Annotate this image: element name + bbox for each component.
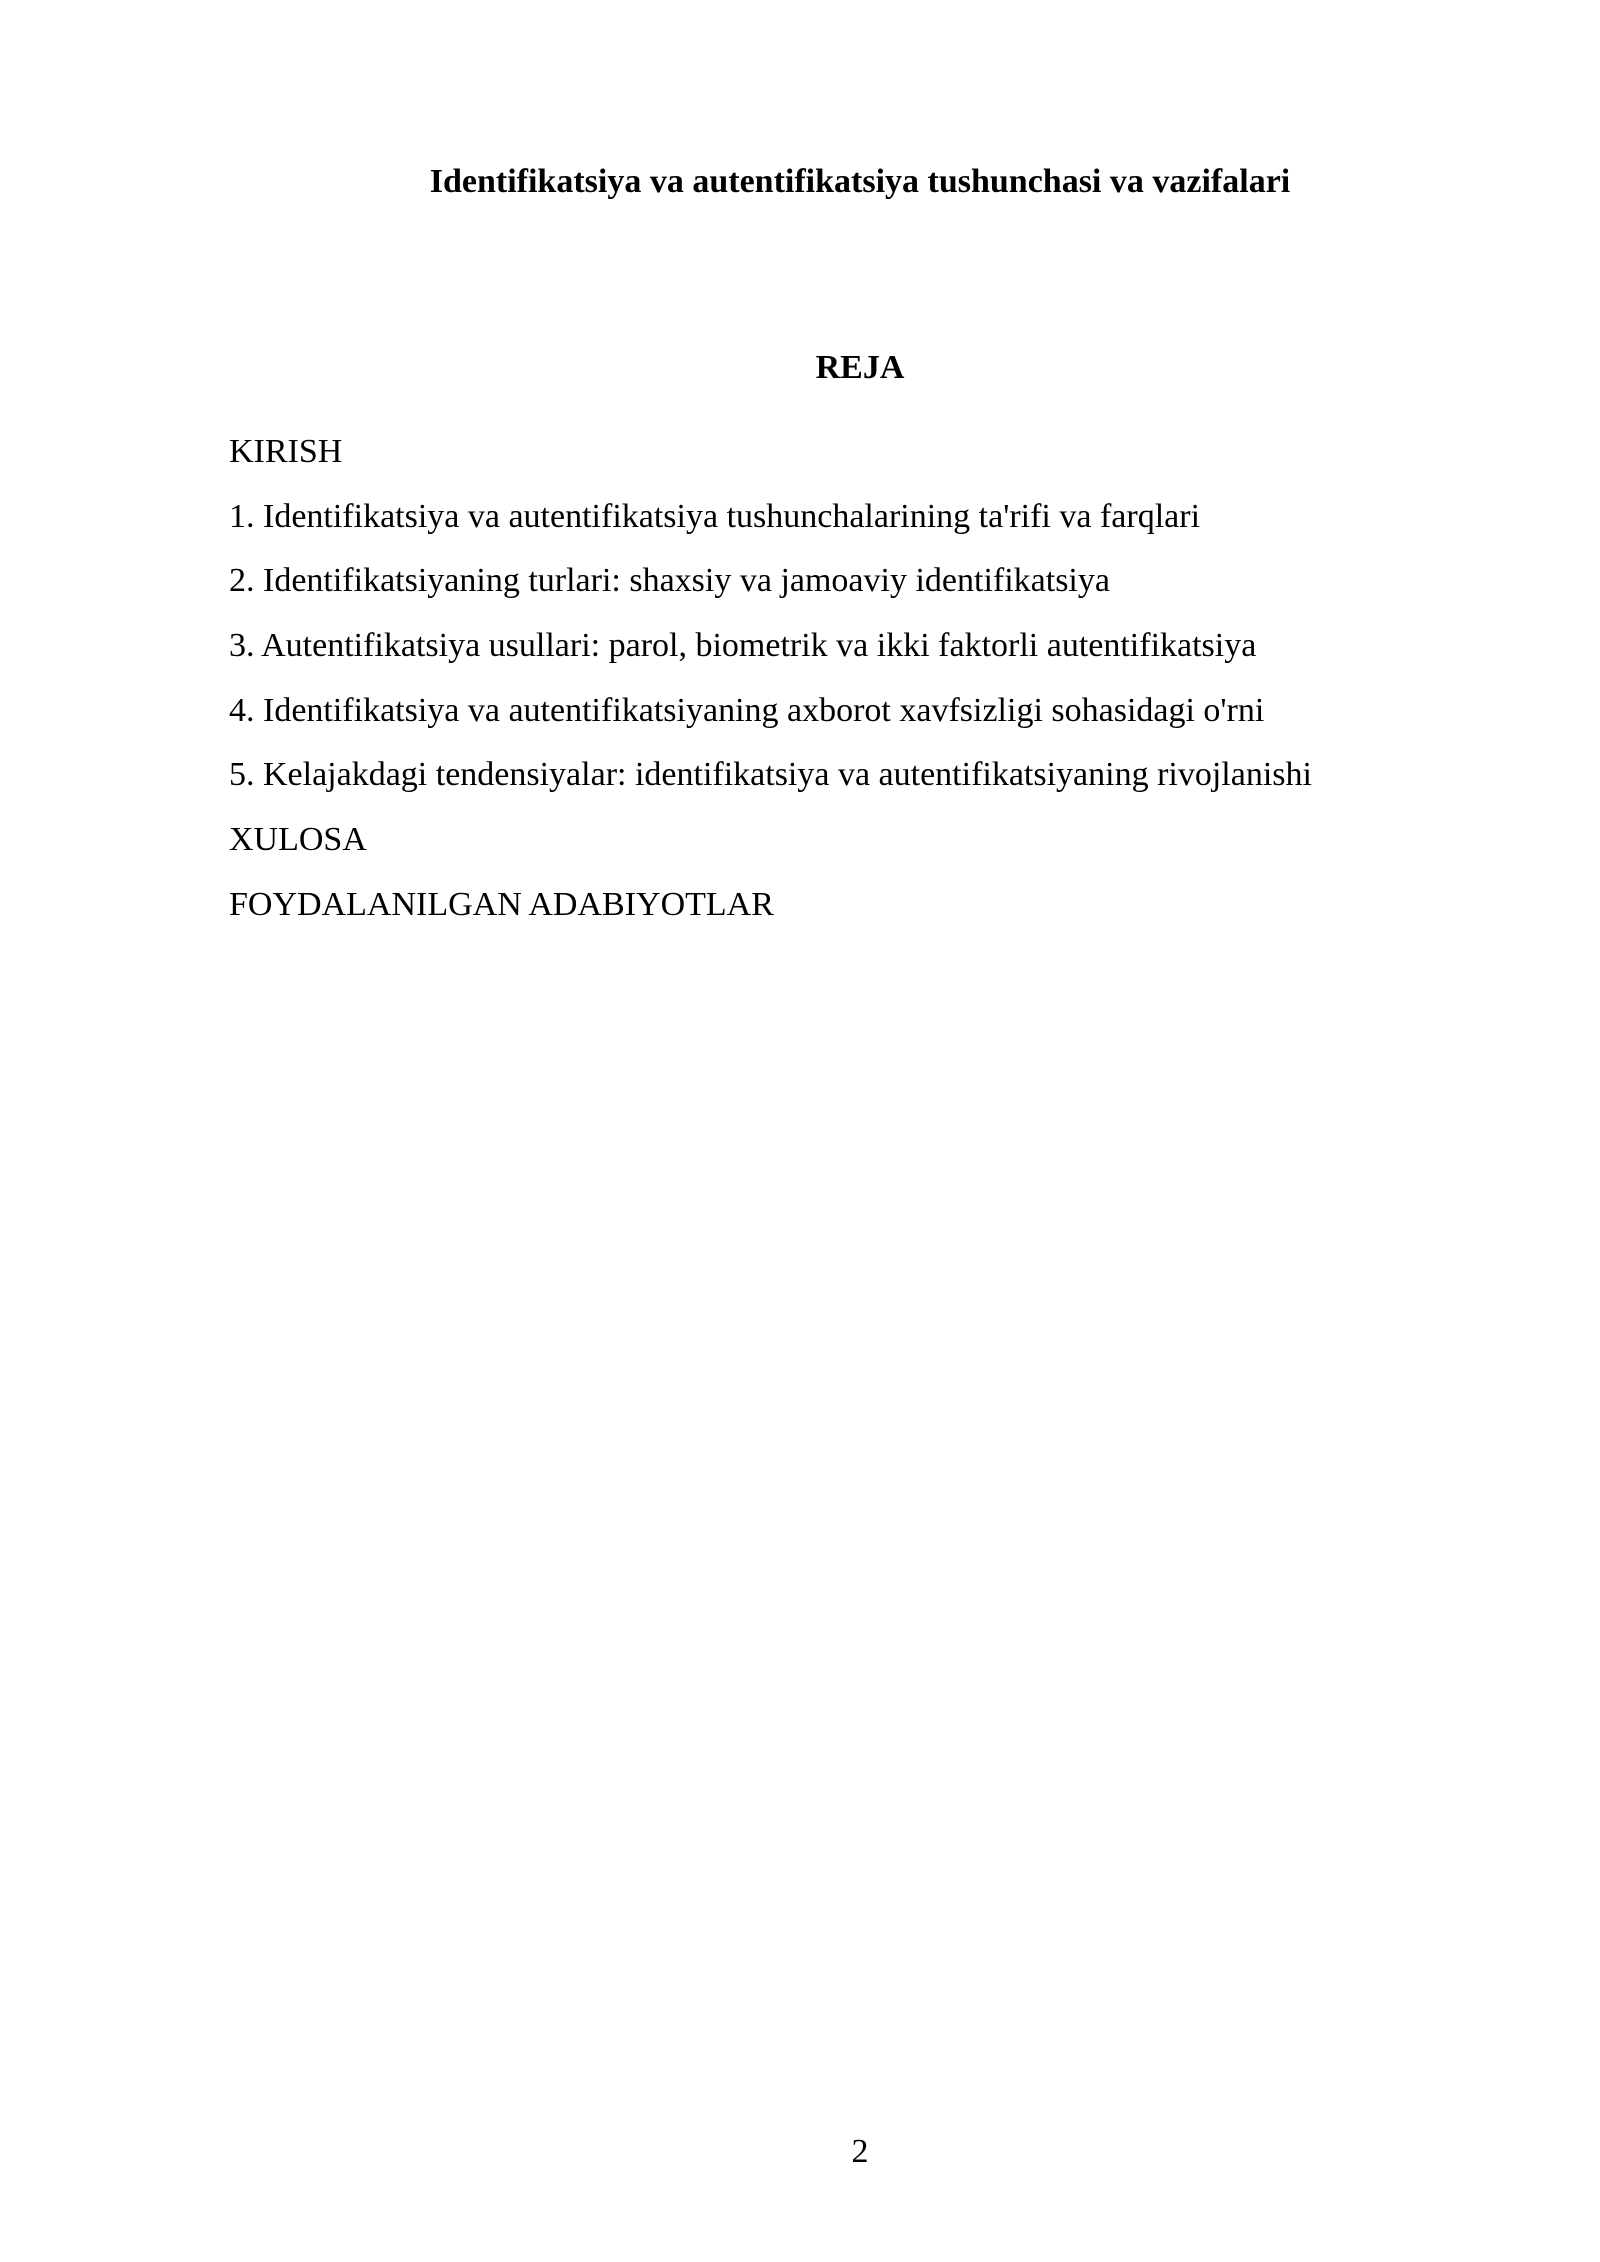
plan-item-references: FOYDALANILGAN ADABIYOTLAR: [229, 885, 774, 923]
plan-list: [229, 420, 1312, 938]
plan-item-conclusion: XULOSA: [229, 821, 367, 859]
plan-item-5: 5. Kelajakdagi tendensiyalar: identifikatsiya va autentifikatsiyaning rivojlanishi: [229, 756, 1312, 794]
plan-item-1: 1. Identifikatsiya va autentifikatsiya tushunchalarining ta'rifi va farqlari: [229, 497, 1201, 535]
plan-item-2: 2. Identifikatsiyaning turlari: shaxsiy va jamoaviy identifikatsiya: [229, 562, 1110, 600]
document-title: Identifikatsiya va autentifikatsiya tushunchasi va vazifalari: [429, 163, 1291, 200]
plan-item-3: 3. Autentifikatsiya usullari: parol, biometrik va ikki faktorli autentifikatsiya: [229, 627, 1257, 665]
plan-heading: REJA: [815, 349, 905, 386]
plan-item-4: 4. Identifikatsiya va autentifikatsiyaning axborot xavfsizligi sohasidagi o'rni: [229, 691, 1265, 729]
page-number: 2: [851, 2133, 869, 2170]
plan-item-intro: KIRISH: [229, 433, 343, 470]
